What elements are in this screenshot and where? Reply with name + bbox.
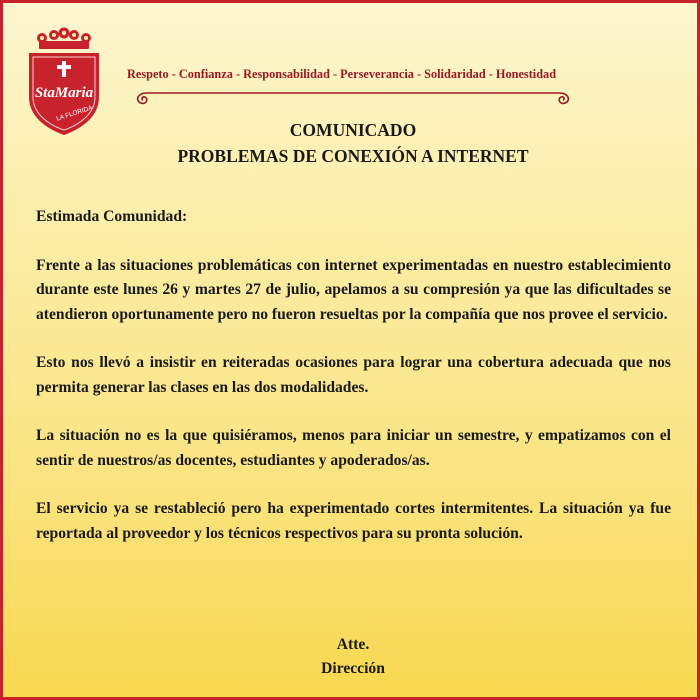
logo-text-main: StaMaria <box>34 85 94 101</box>
greeting: Estimada Comunidad: <box>36 208 188 225</box>
signature-closing: Atte. <box>336 636 370 653</box>
body-paragraph-2: Esto nos llevó a insistir en reiteradas ocasiones para lograr una cobertura adecuada que nos permita generar las clases en las dos modalidades. <box>36 354 671 396</box>
body-paragraph-4: El servicio ya se restableció pero ha experimentado cortes intermitentes. La situación ya fue reportada al proveedor y los técnicos respectivos para su pronta solución. <box>36 500 671 542</box>
communique-title <box>3 117 700 169</box>
signature-signer: Dirección <box>321 660 385 677</box>
title-line-2: PROBLEMAS DE CONEXIÓN A INTERNET <box>177 146 529 166</box>
scroll-ornament-icon <box>133 86 573 108</box>
title-line-1: COMUNICADO <box>289 120 417 140</box>
signature-block <box>3 633 700 681</box>
body-paragraph-3: La situación no es la que quisiéramos, menos para iniciar un semestre, y empatizamos con el sentir de nuestros/as docentes, estudiantes y apoderados/as. <box>36 427 671 469</box>
school-values-line: Respeto - Confianza - Responsabilidad - Perseverancia - Solidaridad - Honestidad <box>127 67 557 81</box>
body-paragraph-1: Frente a las situaciones problemáticas con internet experimentadas en nuestro establecimiento durante este lunes 26 y martes 27 de julio, apelamos a su compresión ya que las dificultades se atendieron oportunamente pero no fueron resueltas por la compañía que nos provee el servicio. <box>36 256 671 323</box>
communique-body <box>36 205 671 570</box>
logo-text-sub: LA FLORIDA <box>55 104 94 123</box>
